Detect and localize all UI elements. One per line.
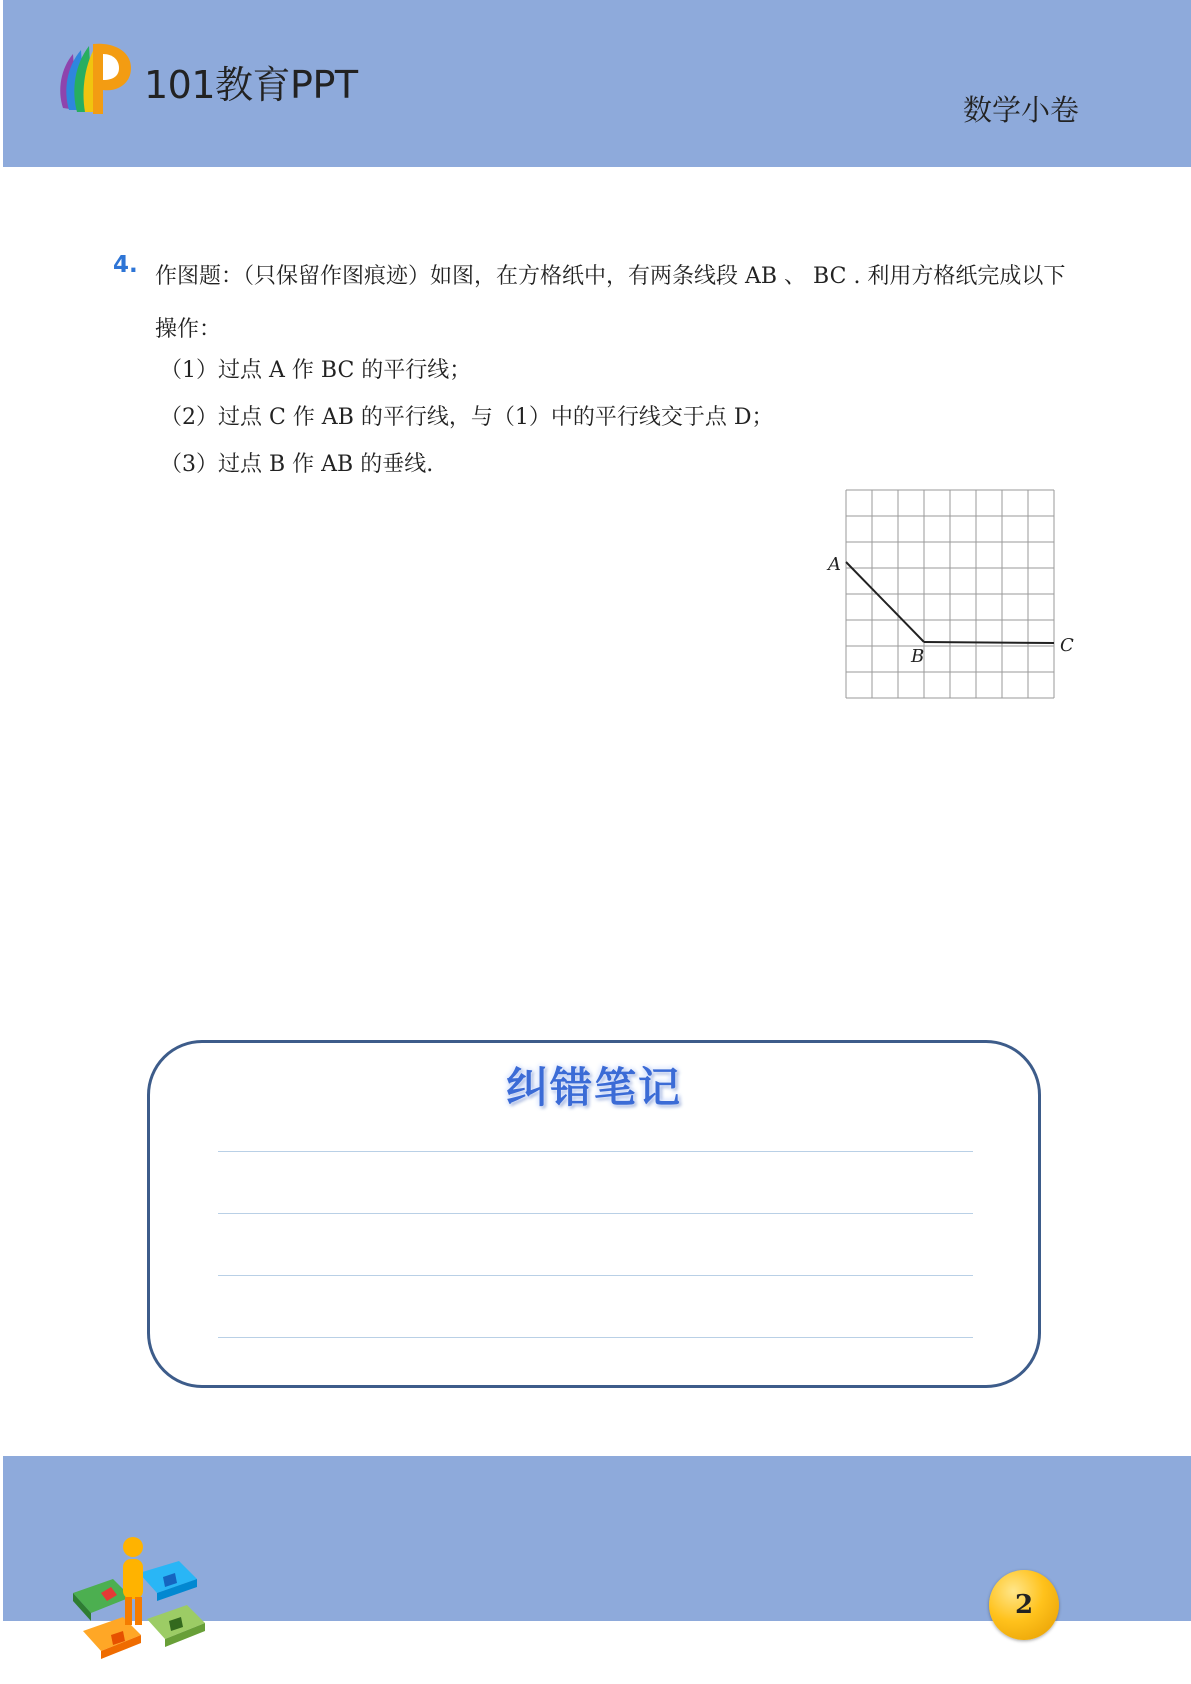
note-line [218,1275,973,1276]
question-step-1: （1）过点 A 作 BC 的平行线； [160,358,472,383]
page-number-badge: 2 [989,1570,1059,1640]
note-line [218,1213,973,1214]
point-label-a: A [828,554,841,575]
error-notes-title: 纠错笔记 [505,1063,682,1112]
point-label-b: B [911,646,925,667]
grid-figure [820,480,1080,700]
footer-decoration-icon [65,1535,215,1665]
error-notes-box [147,1040,1041,1388]
logo-icon [55,40,135,116]
question-step-2: （2）过点 C 作 AB 的平行线，与（1）中的平行线交于点 D； [160,405,774,430]
note-line [218,1151,973,1152]
segment-ab [846,562,924,642]
question-step-3: （3）过点 B 作 AB 的垂线. [160,452,434,477]
note-line [218,1337,973,1338]
question-number: 4. [113,252,138,278]
question-text: 作图题：（只保留作图痕迹）如图，在方格纸中，有两条线段 AB 、 BC . 利用方格纸完成以下操作： [155,264,1066,342]
point-label-c: C [1060,635,1074,656]
document-type-label: 数学小卷 [962,93,1079,127]
segment-bc [924,642,1054,643]
logo-text: 101教育PPT [144,63,358,107]
